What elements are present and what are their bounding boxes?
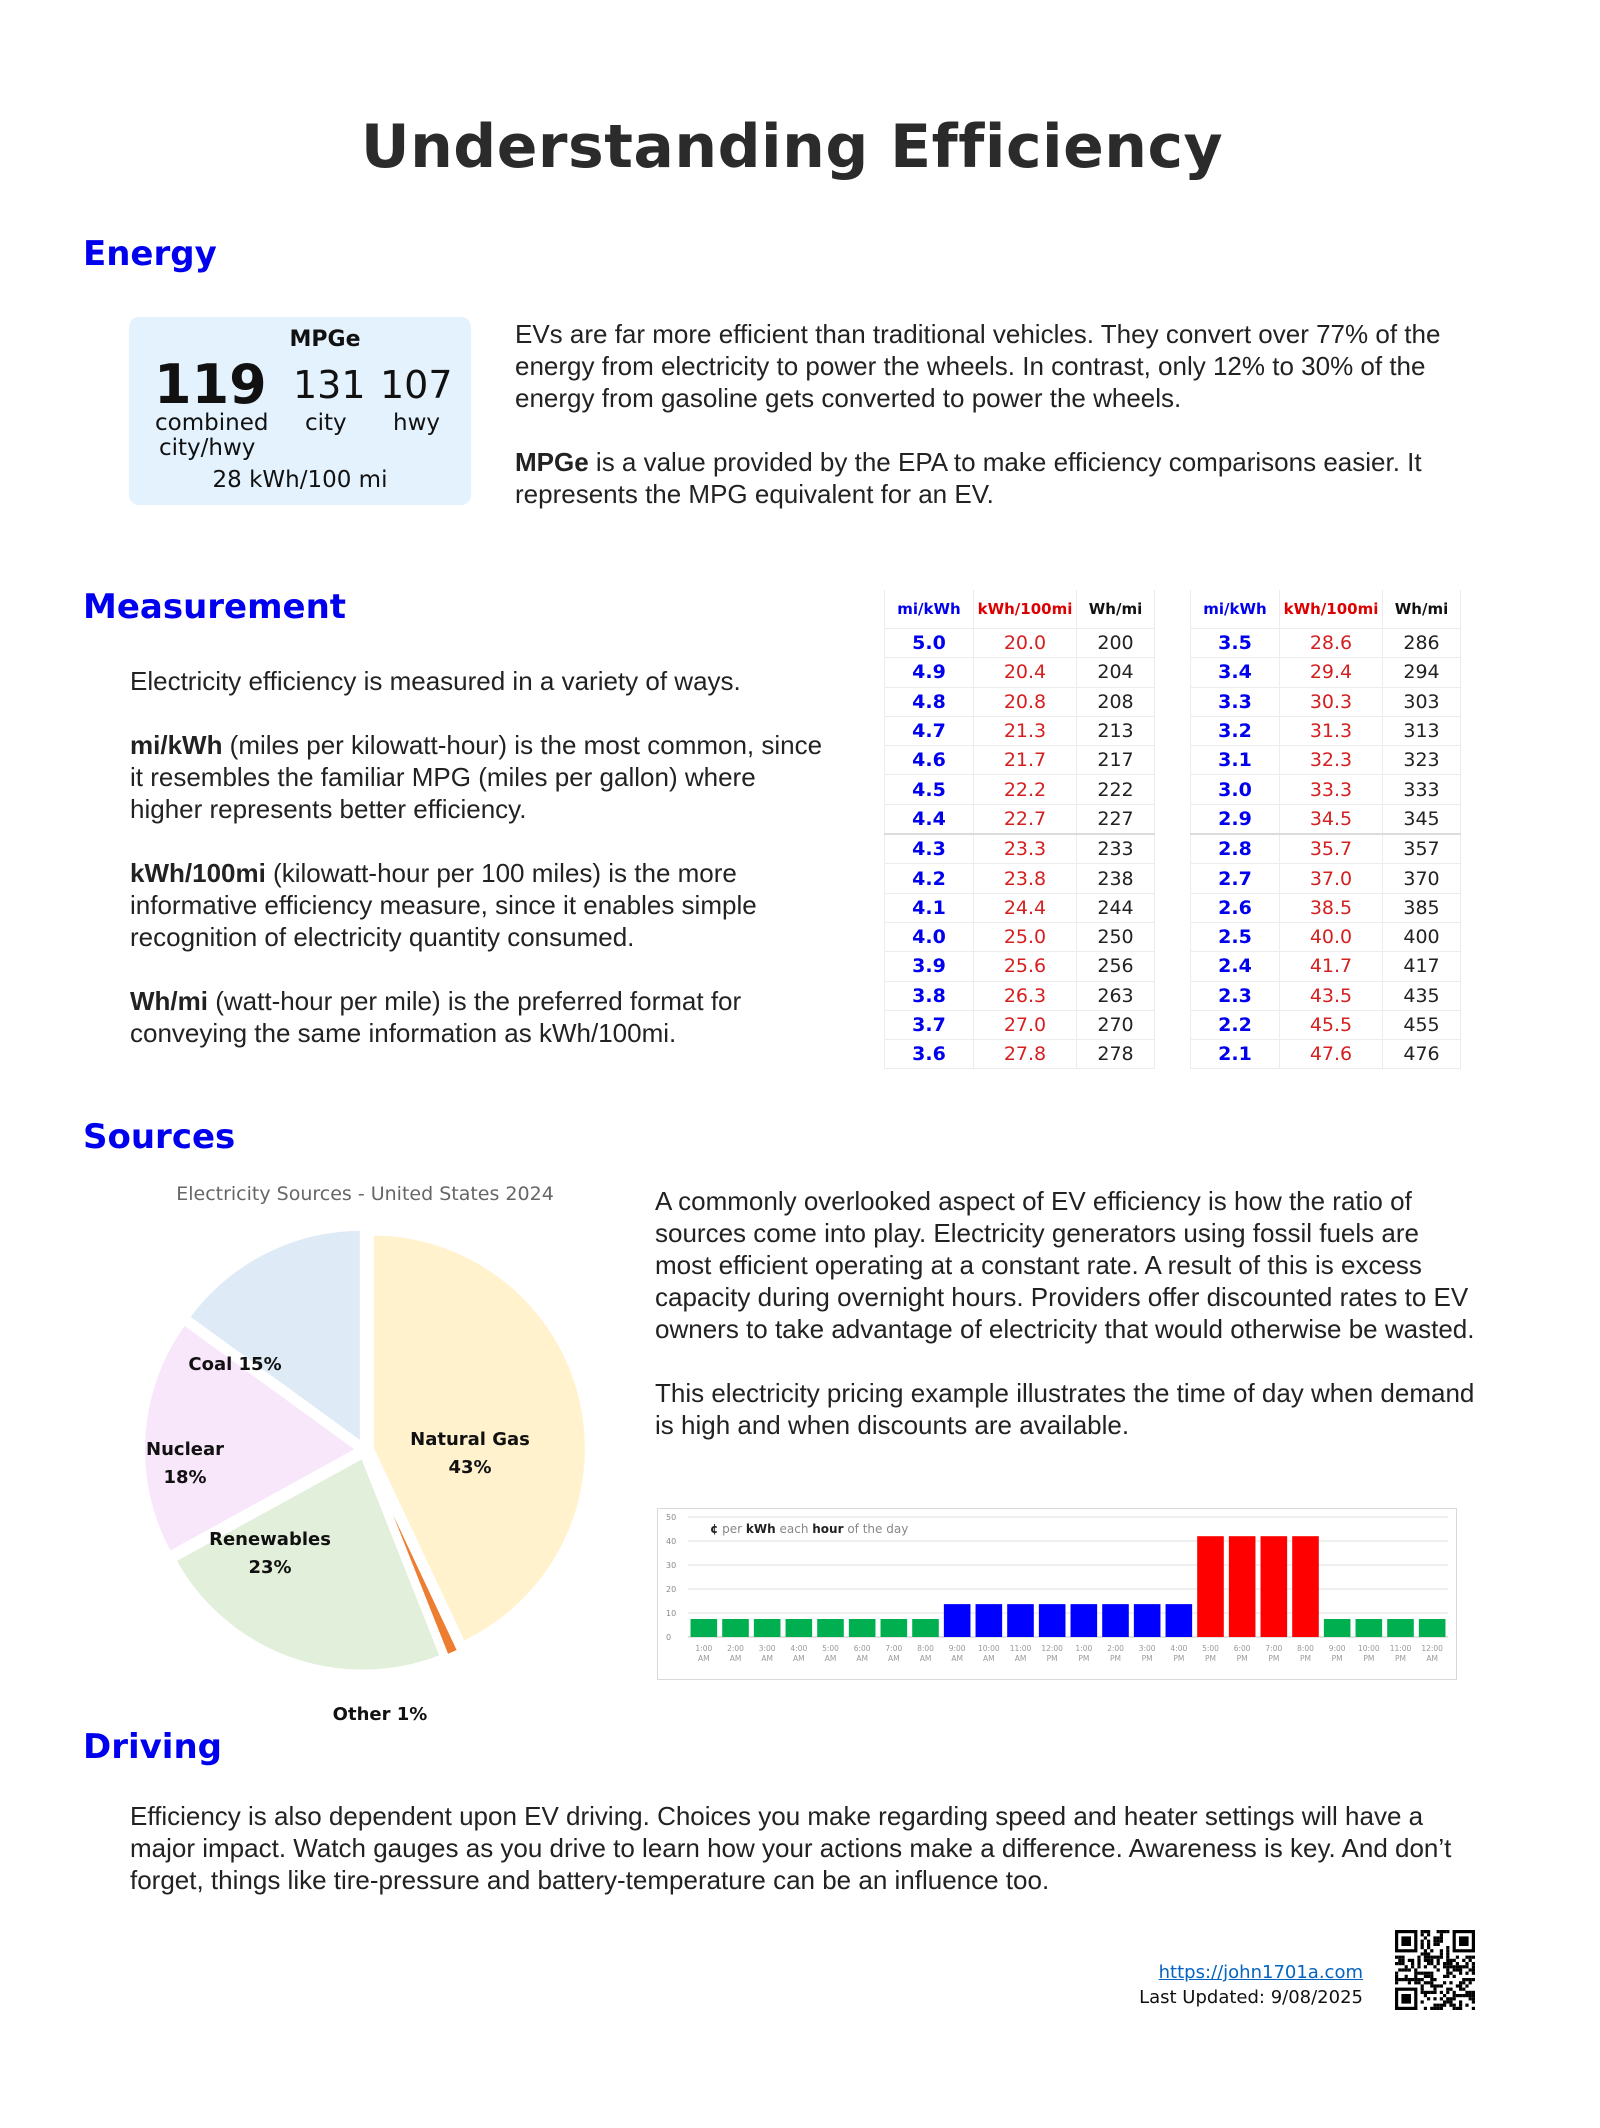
table-row bbox=[1191, 952, 1461, 981]
y-tick-label: 30 bbox=[666, 1561, 677, 1570]
cell-kwh-100mi: 31.3 bbox=[1280, 716, 1383, 745]
bar-4-00-am bbox=[786, 1619, 813, 1637]
mpge-combined-sublabel: city/hwy bbox=[159, 435, 256, 461]
measurement-text bbox=[130, 665, 830, 1081]
bar-12-00-am bbox=[1419, 1619, 1446, 1637]
cell-wh-mi: 476 bbox=[1383, 1040, 1461, 1069]
table-row bbox=[885, 952, 1155, 981]
term-wh-mi: Wh/mi bbox=[130, 986, 208, 1016]
bar-5-00-am bbox=[817, 1619, 844, 1637]
cell-wh-mi: 294 bbox=[1383, 658, 1461, 687]
cell-mi-kwh: 3.0 bbox=[1191, 775, 1280, 804]
bar-3-00-am bbox=[754, 1619, 781, 1637]
x-tick-label: 10:00 AM bbox=[978, 1644, 1000, 1663]
energy-paragraph-2 bbox=[515, 446, 1495, 510]
cell-kwh-100mi: 21.7 bbox=[974, 746, 1077, 775]
bar-11-00-pm bbox=[1387, 1619, 1414, 1637]
x-tick-label: 3:00 AM bbox=[758, 1644, 776, 1663]
bar-8-00-am bbox=[912, 1619, 939, 1637]
table-row bbox=[885, 687, 1155, 716]
table-row bbox=[1191, 1010, 1461, 1039]
pie-label-nuclear: Nuclear 18% bbox=[146, 1439, 224, 1488]
cell-kwh-100mi: 22.2 bbox=[974, 775, 1077, 804]
cell-mi-kwh: 2.3 bbox=[1191, 981, 1280, 1010]
pie-label-coal: Coal 15% bbox=[188, 1354, 282, 1375]
bar-10-00-am bbox=[976, 1604, 1003, 1637]
cell-wh-mi: 455 bbox=[1383, 1010, 1461, 1039]
y-tick-label: 20 bbox=[666, 1585, 677, 1594]
x-tick-label: 1:00 PM bbox=[1075, 1644, 1093, 1663]
cell-kwh-100mi: 37.0 bbox=[1280, 864, 1383, 893]
x-tick-label: 11:00 PM bbox=[1389, 1644, 1412, 1663]
table-row bbox=[1191, 687, 1461, 716]
cell-kwh-100mi: 23.3 bbox=[974, 834, 1077, 864]
cell-mi-kwh: 4.8 bbox=[885, 687, 974, 716]
cell-kwh-100mi: 27.0 bbox=[974, 1010, 1077, 1039]
mpge-card bbox=[129, 317, 471, 505]
table-row bbox=[885, 864, 1155, 893]
cell-wh-mi: 400 bbox=[1383, 922, 1461, 951]
measurement-item-kwh-100mi bbox=[130, 857, 830, 953]
efficiency-table-2 bbox=[1190, 590, 1461, 1069]
cell-wh-mi: 345 bbox=[1383, 804, 1461, 834]
cell-kwh-100mi: 43.5 bbox=[1280, 981, 1383, 1010]
x-tick-label: 2:00 PM bbox=[1107, 1644, 1124, 1663]
qr-code-icon[interactable] bbox=[1395, 1930, 1475, 2010]
cell-wh-mi: 278 bbox=[1077, 1040, 1155, 1069]
pricing-bar-chart bbox=[658, 1509, 1456, 1679]
energy-paragraph-1: EVs are far more efficient than traditional vehicles. They convert over 77% of the energy from electricity to power the wheels. In contrast, only 12% to 30% of the energy from gasoline gets converted to power the wheels. bbox=[515, 319, 1441, 413]
table-row bbox=[1191, 804, 1461, 834]
cell-kwh-100mi: 33.3 bbox=[1280, 775, 1383, 804]
bar-2-00-am bbox=[722, 1619, 749, 1637]
cell-mi-kwh: 3.6 bbox=[885, 1040, 974, 1069]
table-header-row bbox=[885, 590, 1155, 629]
desc-mi-kwh: (miles per kilowatt-hour) is the most common, since it resembles the familiar MPG (miles per gallon) where higher represents better efficiency. bbox=[130, 730, 823, 824]
cell-wh-mi: 385 bbox=[1383, 893, 1461, 922]
cell-kwh-100mi: 23.8 bbox=[974, 864, 1077, 893]
cell-wh-mi: 238 bbox=[1077, 864, 1155, 893]
cell-mi-kwh: 3.8 bbox=[885, 981, 974, 1010]
cell-mi-kwh: 2.2 bbox=[1191, 1010, 1280, 1039]
mpge-city-value: 131 bbox=[293, 363, 366, 407]
cell-mi-kwh: 4.5 bbox=[885, 775, 974, 804]
cell-kwh-100mi: 45.5 bbox=[1280, 1010, 1383, 1039]
cell-wh-mi: 256 bbox=[1077, 952, 1155, 981]
cell-mi-kwh: 4.3 bbox=[885, 834, 974, 864]
x-tick-label: 3:00 PM bbox=[1138, 1644, 1156, 1663]
mpge-label: MPGe bbox=[289, 327, 361, 352]
cell-mi-kwh: 4.2 bbox=[885, 864, 974, 893]
website-link[interactable]: https://john1701a.com bbox=[1158, 1962, 1363, 1983]
efficiency-table-1 bbox=[884, 590, 1155, 1069]
x-tick-label: 7:00 AM bbox=[885, 1644, 903, 1663]
table-row bbox=[885, 629, 1155, 658]
desc-wh-mi: (watt-hour per mile) is the preferred format for conveying the same information as kWh/100mi. bbox=[130, 986, 742, 1048]
bar-2-00-pm bbox=[1102, 1604, 1129, 1637]
bar-9-00-pm bbox=[1324, 1619, 1351, 1637]
bar-4-00-pm bbox=[1166, 1604, 1193, 1637]
mpge-combined-label: combined bbox=[155, 410, 269, 436]
bar-10-00-pm bbox=[1356, 1619, 1383, 1637]
cell-kwh-100mi: 20.4 bbox=[974, 658, 1077, 687]
cell-wh-mi: 222 bbox=[1077, 775, 1155, 804]
x-tick-label: 6:00 PM bbox=[1233, 1644, 1251, 1663]
cell-mi-kwh: 3.9 bbox=[885, 952, 974, 981]
table-row bbox=[885, 804, 1155, 834]
cell-mi-kwh: 4.9 bbox=[885, 658, 974, 687]
table-row bbox=[885, 1010, 1155, 1039]
table-row bbox=[885, 716, 1155, 745]
cell-wh-mi: 333 bbox=[1383, 775, 1461, 804]
cell-kwh-100mi: 35.7 bbox=[1280, 834, 1383, 864]
table-row bbox=[1191, 1040, 1461, 1069]
x-tick-label: 5:00 PM bbox=[1202, 1644, 1219, 1663]
cell-kwh-100mi: 29.4 bbox=[1280, 658, 1383, 687]
x-tick-label: 9:00 PM bbox=[1328, 1644, 1346, 1663]
energy-text bbox=[515, 318, 1495, 542]
y-tick-label: 50 bbox=[666, 1513, 677, 1522]
sources-text bbox=[655, 1185, 1475, 1473]
x-tick-label: 10:00 PM bbox=[1358, 1644, 1380, 1663]
table-row bbox=[1191, 981, 1461, 1010]
header-kwh-100mi: kWh/100mi bbox=[974, 590, 1077, 629]
bar-9-00-am bbox=[944, 1604, 971, 1637]
table-row bbox=[1191, 922, 1461, 951]
cell-mi-kwh: 2.6 bbox=[1191, 893, 1280, 922]
bar-7-00-am bbox=[881, 1619, 908, 1637]
table-row bbox=[885, 658, 1155, 687]
table-row bbox=[1191, 834, 1461, 864]
term-mi-kwh: mi/kWh bbox=[130, 730, 223, 760]
x-tick-label: 6:00 AM bbox=[853, 1644, 871, 1663]
table-row bbox=[1191, 746, 1461, 775]
x-tick-label: 12:00 AM bbox=[1421, 1644, 1443, 1663]
cell-wh-mi: 263 bbox=[1077, 981, 1155, 1010]
table-row bbox=[885, 922, 1155, 951]
cell-mi-kwh: 4.7 bbox=[885, 716, 974, 745]
table-row bbox=[1191, 658, 1461, 687]
footer bbox=[1040, 1962, 1363, 2008]
cell-kwh-100mi: 41.7 bbox=[1280, 952, 1383, 981]
mpge-hwy-label: hwy bbox=[393, 410, 440, 436]
header-kwh-100mi: kWh/100mi bbox=[1280, 590, 1383, 629]
cell-mi-kwh: 4.1 bbox=[885, 893, 974, 922]
measurement-intro: Electricity efficiency is measured in a variety of ways. bbox=[130, 666, 741, 696]
x-tick-label: 8:00 AM bbox=[917, 1644, 934, 1663]
measurement-item-mi-kwh bbox=[130, 729, 830, 825]
cell-kwh-100mi: 38.5 bbox=[1280, 893, 1383, 922]
cell-kwh-100mi: 28.6 bbox=[1280, 629, 1383, 658]
y-tick-label: 40 bbox=[666, 1537, 677, 1546]
pie-label-other: Other 1% bbox=[332, 1704, 428, 1725]
cell-wh-mi: 417 bbox=[1383, 952, 1461, 981]
cell-wh-mi: 217 bbox=[1077, 746, 1155, 775]
bar-1-00-am bbox=[691, 1619, 718, 1637]
cell-mi-kwh: 4.0 bbox=[885, 922, 974, 951]
cell-mi-kwh: 2.8 bbox=[1191, 834, 1280, 864]
mpge-combined-value: 119 bbox=[154, 353, 267, 416]
table-row bbox=[1191, 893, 1461, 922]
table-row bbox=[1191, 716, 1461, 745]
table-row bbox=[1191, 864, 1461, 893]
cell-mi-kwh: 2.7 bbox=[1191, 864, 1280, 893]
pie-chart-title: Electricity Sources - United States 2024 bbox=[176, 1183, 554, 1205]
cell-mi-kwh: 2.9 bbox=[1191, 804, 1280, 834]
sources-heading: Sources bbox=[83, 1117, 236, 1157]
cell-mi-kwh: 4.4 bbox=[885, 804, 974, 834]
x-tick-label: 11:00 AM bbox=[1009, 1644, 1032, 1663]
cell-mi-kwh: 2.1 bbox=[1191, 1040, 1280, 1069]
bar-6-00-pm bbox=[1229, 1536, 1256, 1637]
cell-kwh-100mi: 27.8 bbox=[974, 1040, 1077, 1069]
table-row bbox=[885, 746, 1155, 775]
driving-paragraph: Efficiency is also dependent upon EV driving. Choices you make regarding speed and heater settings will have a major impact. Watch gauges as you drive to learn how your actions make a difference. Awareness is key. And don’t forget, things like tire-pressure and battery-temperature can be an influence too. bbox=[130, 1801, 1452, 1895]
driving-heading: Driving bbox=[83, 1727, 223, 1767]
cell-kwh-100mi: 47.6 bbox=[1280, 1040, 1383, 1069]
term-kwh-100mi: kWh/100mi bbox=[130, 858, 266, 888]
cell-wh-mi: 208 bbox=[1077, 687, 1155, 716]
y-tick-label: 10 bbox=[666, 1609, 677, 1618]
cell-mi-kwh: 3.2 bbox=[1191, 716, 1280, 745]
x-tick-label: 12:00 PM bbox=[1041, 1644, 1063, 1663]
pie-label-natural-gas: Natural Gas 43% bbox=[410, 1429, 530, 1478]
cell-wh-mi: 244 bbox=[1077, 893, 1155, 922]
table-row bbox=[885, 775, 1155, 804]
cell-kwh-100mi: 20.0 bbox=[974, 629, 1077, 658]
cell-wh-mi: 357 bbox=[1383, 834, 1461, 864]
bar-12-00-pm bbox=[1039, 1604, 1066, 1637]
cell-wh-mi: 313 bbox=[1383, 716, 1461, 745]
desc-kwh-100mi: (kilowatt-hour per 100 miles) is the more informative efficiency measure, since it enables simple recognition of electricity quantity consumed. bbox=[130, 858, 757, 952]
table-row bbox=[885, 1040, 1155, 1069]
header-wh-mi: Wh/mi bbox=[1077, 590, 1155, 629]
mpge-description: is a value provided by the EPA to make efficiency comparisons easier. It represents the MPG equivalent for an EV. bbox=[515, 447, 1422, 509]
cell-mi-kwh: 5.0 bbox=[885, 629, 974, 658]
cell-mi-kwh: 3.3 bbox=[1191, 687, 1280, 716]
x-tick-label: 1:00 AM bbox=[695, 1644, 713, 1663]
cell-kwh-100mi: 34.5 bbox=[1280, 804, 1383, 834]
mpge-city-label: city bbox=[305, 410, 347, 436]
cell-wh-mi: 233 bbox=[1077, 834, 1155, 864]
bar-6-00-am bbox=[849, 1619, 876, 1637]
header-wh-mi: Wh/mi bbox=[1383, 590, 1461, 629]
x-tick-label: 8:00 PM bbox=[1297, 1644, 1314, 1663]
mpge-term: MPGe bbox=[515, 447, 589, 477]
bar-3-00-pm bbox=[1134, 1604, 1161, 1637]
sources-paragraph-1: A commonly overlooked aspect of EV efficiency is how the ratio of sources come into play. Electricity generators using fossil fuels are most efficient operating at a constant rate. A result of this is excess capacity during overnight hours. Providers offer discounted rates to EV owners to take advantage of electricity that would otherwise be wasted. bbox=[655, 1186, 1475, 1344]
measurement-heading: Measurement bbox=[83, 587, 347, 627]
pricing-chart-frame bbox=[657, 1508, 1457, 1680]
mpge-consumption: 28 kWh/100 mi bbox=[212, 467, 388, 493]
bar-8-00-pm bbox=[1292, 1536, 1319, 1637]
last-updated: Last Updated: 9/08/2025 bbox=[1139, 1987, 1363, 2008]
cell-mi-kwh: 2.4 bbox=[1191, 952, 1280, 981]
cell-wh-mi: 323 bbox=[1383, 746, 1461, 775]
x-tick-label: 5:00 AM bbox=[822, 1644, 839, 1663]
x-tick-label: 4:00 PM bbox=[1170, 1644, 1188, 1663]
cell-wh-mi: 204 bbox=[1077, 658, 1155, 687]
pie-chart bbox=[130, 1215, 600, 1725]
bar-1-00-pm bbox=[1071, 1604, 1098, 1637]
energy-heading: Energy bbox=[83, 234, 217, 274]
x-tick-label: 4:00 AM bbox=[790, 1644, 808, 1663]
cell-wh-mi: 370 bbox=[1383, 864, 1461, 893]
cell-kwh-100mi: 21.3 bbox=[974, 716, 1077, 745]
cell-wh-mi: 286 bbox=[1383, 629, 1461, 658]
cell-kwh-100mi: 32.3 bbox=[1280, 746, 1383, 775]
table-row bbox=[885, 893, 1155, 922]
table-row bbox=[885, 834, 1155, 864]
cell-mi-kwh: 3.1 bbox=[1191, 746, 1280, 775]
pie-label-renewables: Renewables 23% bbox=[209, 1529, 331, 1578]
cell-mi-kwh: 3.7 bbox=[885, 1010, 974, 1039]
cell-kwh-100mi: 25.6 bbox=[974, 952, 1077, 981]
table-row bbox=[1191, 775, 1461, 804]
cell-mi-kwh: 3.4 bbox=[1191, 658, 1280, 687]
cell-mi-kwh: 4.6 bbox=[885, 746, 974, 775]
cell-kwh-100mi: 25.0 bbox=[974, 922, 1077, 951]
cell-wh-mi: 303 bbox=[1383, 687, 1461, 716]
cell-wh-mi: 270 bbox=[1077, 1010, 1155, 1039]
page-title: Understanding Efficiency bbox=[360, 112, 1224, 182]
sources-paragraph-2: This electricity pricing example illustrates the time of day when demand is high and when discounts are available. bbox=[655, 1378, 1475, 1440]
cell-wh-mi: 250 bbox=[1077, 922, 1155, 951]
bar-7-00-pm bbox=[1261, 1536, 1288, 1637]
x-tick-label: 9:00 AM bbox=[948, 1644, 966, 1663]
cell-kwh-100mi: 24.4 bbox=[974, 893, 1077, 922]
cell-wh-mi: 213 bbox=[1077, 716, 1155, 745]
bar-5-00-pm bbox=[1197, 1536, 1224, 1637]
cell-wh-mi: 200 bbox=[1077, 629, 1155, 658]
cell-wh-mi: 435 bbox=[1383, 981, 1461, 1010]
cell-kwh-100mi: 20.8 bbox=[974, 687, 1077, 716]
bar-11-00-am bbox=[1007, 1604, 1034, 1637]
x-tick-label: 2:00 AM bbox=[727, 1644, 744, 1663]
cell-kwh-100mi: 40.0 bbox=[1280, 922, 1383, 951]
cell-wh-mi: 227 bbox=[1077, 804, 1155, 834]
bar-chart-title: ¢ per kWh each hour of the day bbox=[710, 1522, 909, 1536]
cell-mi-kwh: 2.5 bbox=[1191, 922, 1280, 951]
table-row bbox=[885, 981, 1155, 1010]
header-mi-kwh: mi/kWh bbox=[885, 590, 974, 629]
cell-kwh-100mi: 30.3 bbox=[1280, 687, 1383, 716]
measurement-item-wh-mi bbox=[130, 985, 830, 1049]
header-mi-kwh: mi/kWh bbox=[1191, 590, 1280, 629]
table-row bbox=[1191, 629, 1461, 658]
y-tick-label: 0 bbox=[666, 1633, 672, 1642]
cell-kwh-100mi: 22.7 bbox=[974, 804, 1077, 834]
driving-text bbox=[130, 1800, 1490, 1928]
cell-mi-kwh: 3.5 bbox=[1191, 629, 1280, 658]
table-header-row bbox=[1191, 590, 1461, 629]
x-tick-label: 7:00 PM bbox=[1265, 1644, 1283, 1663]
mpge-hwy-value: 107 bbox=[380, 363, 453, 407]
cell-kwh-100mi: 26.3 bbox=[974, 981, 1077, 1010]
